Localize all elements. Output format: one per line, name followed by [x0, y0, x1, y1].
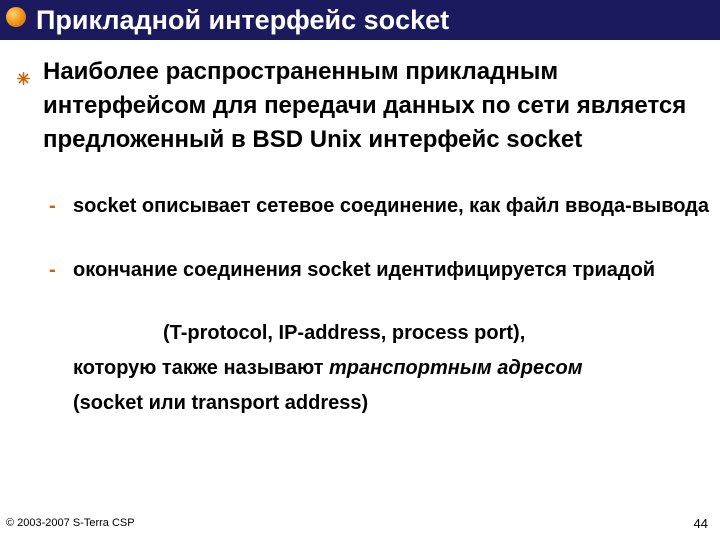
sub-bullet-text: socket описывает сетевое соединение, как файл ввода-вывода	[73, 195, 709, 217]
title-bar	[0, 0, 720, 40]
sub-bullet-1	[49, 191, 713, 222]
dash-bullet-icon: -	[49, 195, 56, 217]
asterisk-icon	[17, 72, 30, 85]
page-number: 44	[693, 516, 708, 531]
socket-note-line: (socket или transport address)	[73, 392, 369, 414]
footer-copyright: © 2003-2007 S-Terra CSP	[6, 517, 135, 529]
sub-bullet-2	[49, 255, 713, 286]
dash-bullet-icon: -	[49, 259, 56, 281]
sub-bullet-text: окончание соединения socket идентифицируется триадой	[73, 259, 656, 281]
slide-title: Прикладной интерфейс socket	[36, 5, 450, 35]
orange-sphere-icon	[6, 7, 26, 27]
transport-address-line	[73, 353, 713, 384]
triad-line: (T-protocol, IP-address, process port),	[163, 322, 526, 344]
main-bullet-text: Наиболее распространенным прикладным интерфейсом для передачи данных по сети является предложенный в BSD Unix интерфейс socket	[43, 58, 687, 153]
transport-address-prefix: которую также называют	[73, 357, 330, 379]
transport-address-term: транспортным адресом	[329, 357, 583, 379]
